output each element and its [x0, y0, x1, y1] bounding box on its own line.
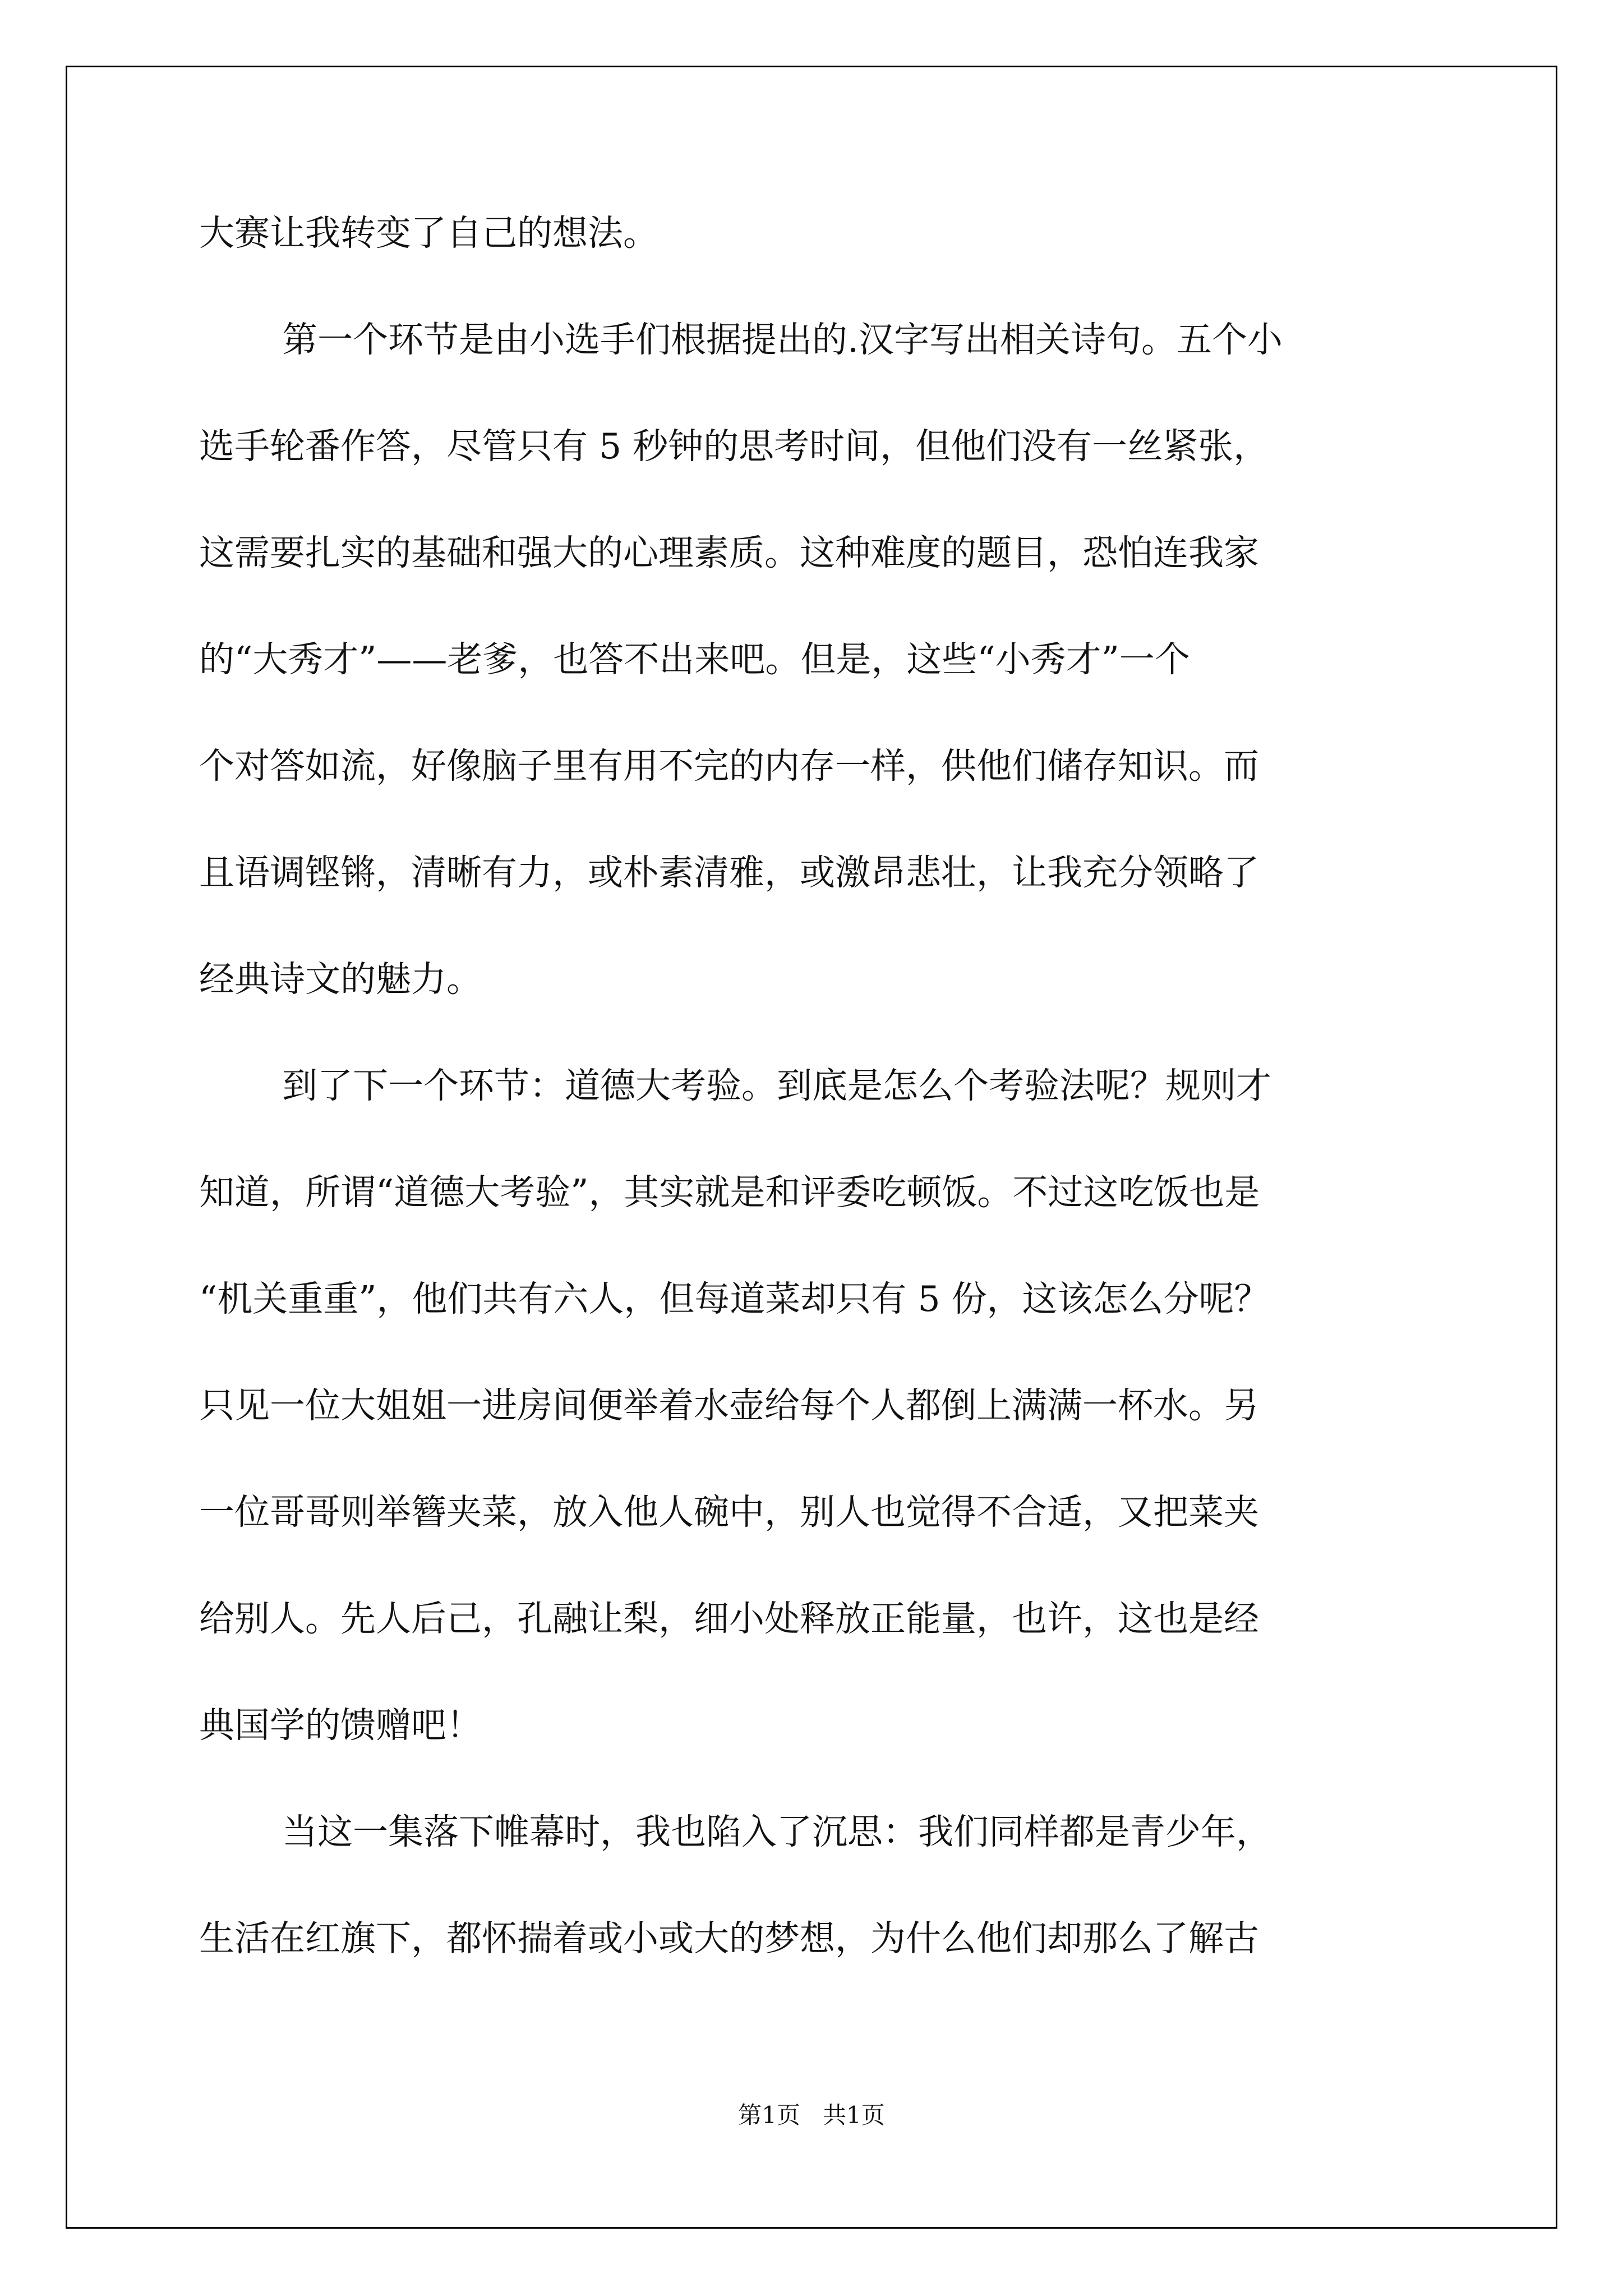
text-line: 经典诗文的魅力。	[199, 959, 482, 1000]
text-line: 大赛让我转变了自己的想法。	[199, 213, 658, 254]
document-body	[199, 208, 1433, 2019]
text-line: 当这一集落下帷幕时，我也陷入了沉思：我们同样都是青少年，	[282, 1811, 1271, 1852]
page-footer: 第1页 共1页	[738, 2101, 885, 2129]
text-line: 生活在红旗下，都怀揣着或小或大的梦想，为什么他们却那么了解古	[199, 1918, 1259, 1959]
text-line: 知道，所谓“道德大考验”，其实就是和评委吃顿饭。不过这吃饭也是	[199, 1172, 1260, 1213]
text-line: 且语调铿锵，清晰有力，或朴素清雅，或激昂悲壮，让我充分领略了	[199, 852, 1259, 893]
text-line: 这需要扎实的基础和强大的心理素质。这种难度的题目，恐怕连我家	[199, 532, 1259, 573]
text-line: 给别人。先人后己，孔融让梨，细小处释放正能量，也许，这也是经	[199, 1598, 1259, 1639]
text-line: 第一个环节是由小选手们根据提出的.汉字写出相关诗句。五个小	[282, 319, 1283, 360]
text-line: 选手轮番作答，尽管只有 5 秒钟的思考时间，但他们没有一丝紧张，	[199, 426, 1269, 467]
text-line: 个对答如流，好像脑子里有用不完的内存一样，供他们储存知识。而	[199, 746, 1259, 786]
text-line: 典国学的馈赠吧！	[199, 1705, 482, 1746]
text-line: 一位哥哥则举簪夹菜，放入他人碗中，别人也觉得不合适，又把菜夹	[199, 1492, 1259, 1533]
text-line: 到了下一个环节：道德大考验。到底是怎么个考验法呢？规则才	[282, 1065, 1271, 1106]
text-line: “机关重重”，他们共有六人，但每道菜却只有 5 份，这该怎么分呢？	[199, 1278, 1270, 1319]
text-line: 只见一位大姐姐一进房间便举着水壶给每个人都倒上满满一杯水。另	[199, 1385, 1259, 1426]
text-line: 的“大秀才”——老爹，也答不出来吧。但是，这些“小秀才”一个	[199, 639, 1190, 680]
